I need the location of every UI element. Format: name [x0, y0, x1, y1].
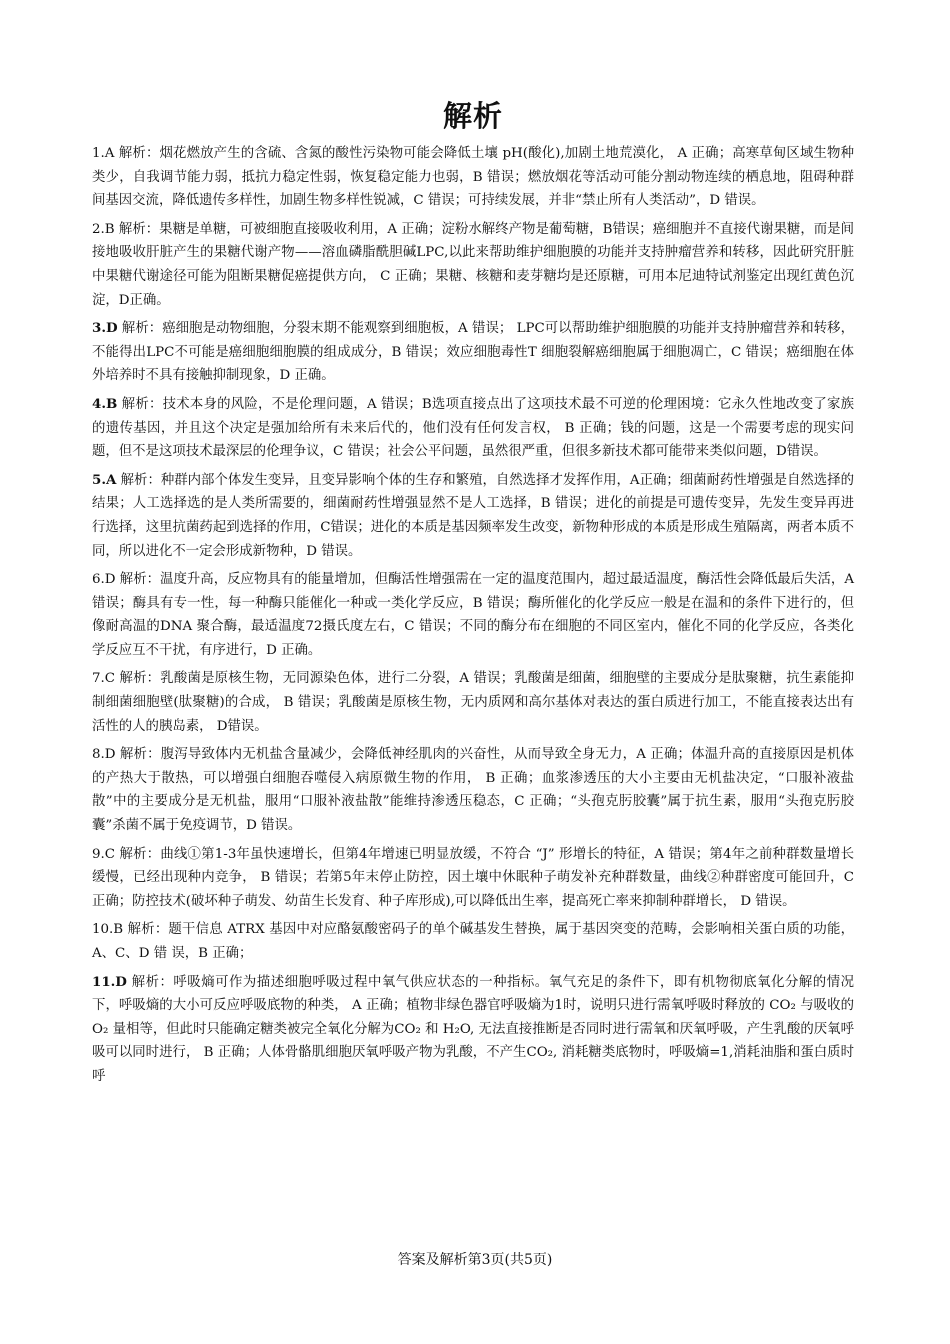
question-number: 7.C: [92, 671, 116, 687]
question-number: 11.D: [92, 973, 127, 990]
analysis-text: 解析：乳酸菌是原核生物，无同源染色体，进行二分裂，A 错误；乳酸菌是细菌，细胞壁的主要成分是肽聚糖，抗生素能抑制细菌细胞壁(肽聚糖)的合成， B 错误；乳酸菌是原核生物，无内质网和高尔基体对表达的蛋白质进行加工，不能直接表达出有活性的人的胰岛素， D错误。: [92, 671, 854, 734]
analysis-text: 解析：温度升高，反应物具有的能量增加，但酶活性增强需在一定的温度范围内，超过最适温度，酶活性会降低最后失活，A 错误；酶具有专一性，每一种酶只能催化一种或一类化学反应，B 错误；酶所催化的化学反应一般是在温和的条件下进行的，但像耐高温的DNA 聚合酶，最适温度72摄氏度左右，C 错误；不同的酶分布在细胞的不同区室内，催化不同的化学反应，各类化学反应互不干扰，有序进行，D 正确。: [92, 572, 854, 658]
question-number: 6.D: [92, 572, 116, 588]
question-number: 9.C: [92, 846, 116, 862]
analysis-item: [92, 218, 854, 312]
answer-analysis-page: [92, 96, 854, 1094]
analysis-item: [92, 393, 854, 464]
analysis-text: 解析：呼吸熵可作为描述细胞呼吸过程中氧气供应状态的一种指标。氧气充足的条件下，即有机物彻底氧化分解的情况下，呼吸熵的大小可反应呼吸底物的种类， A 正确；植物非绿色器官呼吸熵为1时，说明只进行需氧呼吸时释放的 CO₂ 与吸收的 O₂ 量相等，但此时只能确定糖类被完全氧化分解为CO₂ 和 H₂O, 无法直接推断是否同时进行需氧和厌氧呼吸，产生乳酸的厌氧呼吸可以同时进行， B 正确；人体骨骼肌细胞厌氧呼吸产物为乳酸，不产生CO₂, 消耗糖类底物时，呼吸熵=1,消耗油脂和蛋白质时呼: [92, 974, 854, 1084]
analysis-text: 解析：种群内部个体发生变异，且变异影响个体的生存和繁殖，自然选择才发挥作用，A正确；细菌耐药性增强是自然选择的结果；人工选择选的是人类所需要的，细菌耐药性增强显然不是人工选择，B 错误；进化的前提是可遗传变异，先发生变异再进行选择，这里抗菌药起到选择的作用，C错误；进化的本质是基因频率发生改变，新物种形成的本质是形成生殖隔离，两者本质不同，所以进化不一定会形成新物种，D 错误。: [92, 472, 854, 559]
analysis-text: 解析：曲线①第1-3年虽快速增长，但第4年增速已明显放缓，不符合 “J” 形增长的特征，A 错误；第4年之前种群数量增长缓慢，已经出现种内竞争， B 错误；若第5年末停止防控，因土壤中休眠种子萌发补充种群数量，曲线②种群密度可能回升，C 正确；防控技术(破坏种子萌发、幼苗生长发育、种子库形成),可以降低出生率，提高死亡率来抑制种群增长， D 错误。: [92, 846, 854, 909]
analysis-item: [92, 918, 854, 965]
question-number: 5.A: [92, 471, 117, 488]
analysis-list: [92, 142, 854, 1089]
analysis-text: 解析：技术本身的风险，不是伦理问题，A 错误；B选项直接点出了这项技术最不可逆的伦理困境：它永久性地改变了家族的遗传基因，并且这个决定是强加给所有未来后代的，他们没有任何发言权， B 正确；钱的问题，这是一个需要考虑的现实问题，但不是这项技术最深层的伦理争议，C 错误；社会公平问题，虽然很严重，但很多新技术都可能带来类似问题，D错误。: [92, 396, 854, 460]
analysis-text: 解析：烟花燃放产生的含硫、含氮的酸性污染物可能会降低土壤 pH(酸化),加剧土地荒漠化， A 正确；高寒草甸区域生物种类少，自我调节能力弱，抵抗力稳定性弱，恢复稳定能力也弱，B 错误；燃放烟花等活动可能分割动物连续的栖息地，阻碍种群间基因交流，降低遗传多样性，加剧生物多样性锐减，C 错误；可持续发展，并非“禁止所有人类活动”，D 错误。: [92, 146, 854, 209]
analysis-item: [92, 667, 854, 738]
question-number: 3.D: [92, 320, 118, 337]
analysis-item: [92, 843, 854, 914]
question-number: 4.B: [92, 395, 118, 412]
analysis-item: [92, 317, 854, 388]
question-number: 2.B: [92, 221, 115, 237]
analysis-item: [92, 971, 854, 1089]
analysis-item: [92, 142, 854, 213]
question-number: 1.A: [92, 146, 115, 161]
analysis-item: [92, 469, 854, 563]
analysis-text: 解析：题干信息 ATRX 基因中对应酪氨酸密码子的单个碱基发生替换，属于基因突变的范畴，会影响相关蛋白质的功能，A、C、D 错 误，B 正确；: [92, 922, 854, 961]
page-title: 解析: [442, 99, 503, 133]
question-number: 8.D: [92, 747, 116, 763]
analysis-text: 解析：癌细胞是动物细胞，分裂末期不能观察到细胞板，A 错误； LPC可以帮助维护细胞膜的功能并支持肿瘤营养和转移，不能得出LPC不可能是癌细胞细胞膜的组成成分，B 错误；效应细胞毒性T 细胞裂解癌细胞属于细胞凋亡，C 错误；癌细胞在体外培养时不具有接触抑制现象，D 正确。: [92, 321, 854, 384]
page-footer: 答案及解析第3页(共5页): [397, 1252, 553, 1268]
analysis-item: [92, 743, 854, 837]
question-number: 10.B: [92, 922, 124, 938]
analysis-text: 解析：腹泻导致体内无机盐含量减少，会降低神经肌肉的兴奋性，从而导致全身无力，A 正确；体温升高的直接原因是机体的产热大于散热，可以增强白细胞吞噬侵入病原微生物的作用， B 正确；血浆渗透压的大小主要由无机盐决定，“口服补液盐散”中的主要成分是无机盐，服用“口服补液盐散”能维持渗透压稳态，C 正确；“头孢克肟胶囊”属于抗生素，服用“头孢克肟胶囊”杀菌不属于免疫调节，D 错误。: [92, 747, 854, 834]
analysis-item: [92, 568, 854, 662]
analysis-text: 解析：果糖是单糖，可被细胞直接吸收利用，A 正确；淀粉水解终产物是葡萄糖，B错误；癌细胞并不直接代谢果糖，而是间接地吸收肝脏产生的果糖代谢产物——溶血磷脂酰胆碱LPC,以此来帮助维护细胞膜的功能并支持肿瘤营养和转移，因此研究肝脏中果糖代谢途径可能为阻断果糖促癌提供方向， C 正确；果糖、核糖和麦芽糖均是还原糖，可用本尼迪特试剂鉴定出现红黄色沉淀，D正确。: [92, 221, 854, 308]
